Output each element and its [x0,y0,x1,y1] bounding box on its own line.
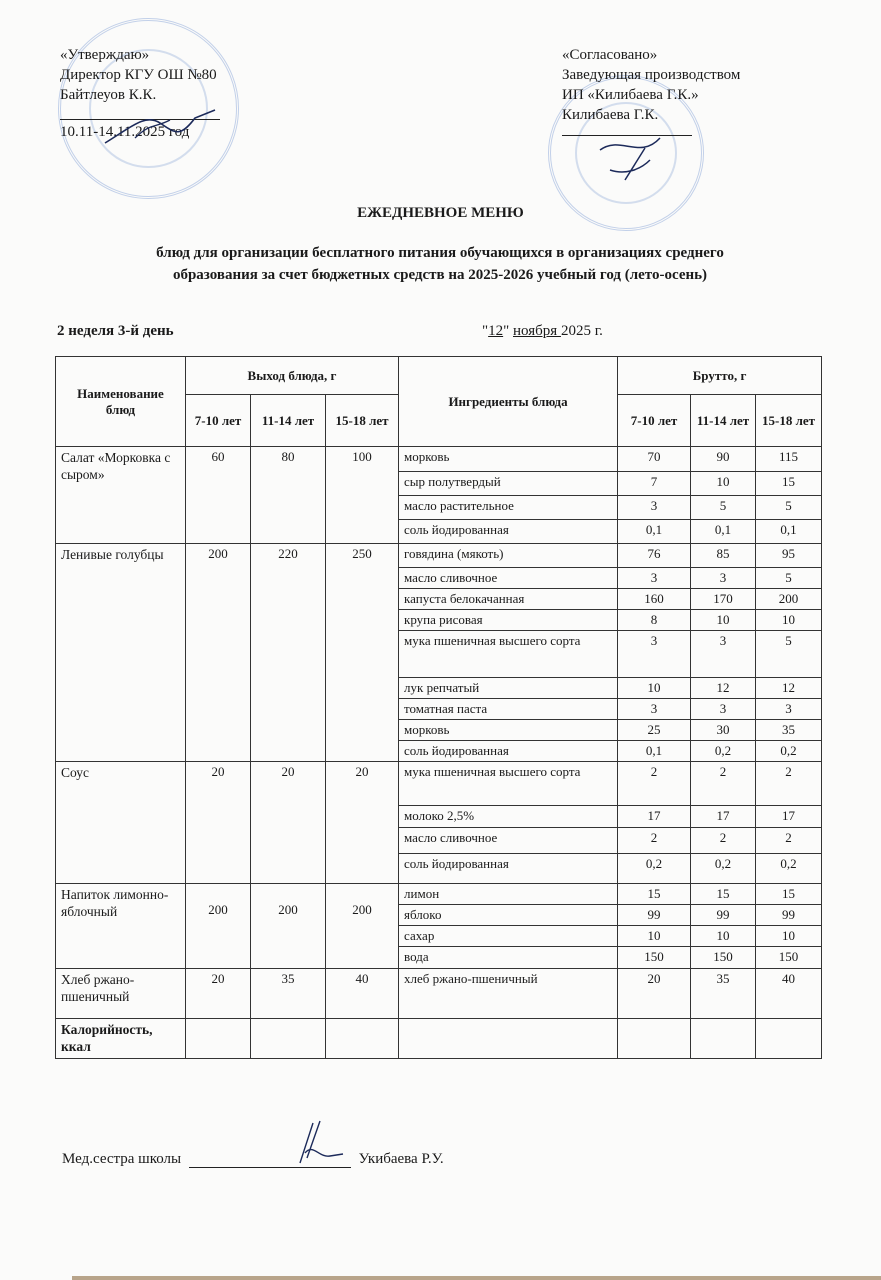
ingredient-name: хлеб ржано-пшеничный [399,969,618,1019]
ingredient-gross: 3 [691,699,756,720]
dish-yield: 200 [326,884,399,969]
dish-name: Соус [56,762,186,884]
ingredient-gross: 99 [618,905,691,926]
ingredient-gross: 160 [618,589,691,610]
ingredient-gross: 2 [691,828,756,854]
agreement-line: «Согласовано» [562,47,658,63]
ingredient-gross: 2 [756,762,822,806]
ingredient-gross: 2 [691,762,756,806]
ingredient-gross: 0,2 [691,741,756,762]
ingredient-name: сыр полутвердый [399,472,618,496]
nurse-label: Мед.сестра школы [62,1151,182,1167]
ingredient-name: вода [399,947,618,969]
calories-empty-cell [691,1019,756,1059]
ingredient-gross: 10 [691,610,756,631]
ingredient-gross: 15 [691,884,756,905]
producer-signature-icon [590,130,680,190]
page-edge [72,1276,881,1280]
ingredient-gross: 3 [618,568,691,589]
dish-yield: 80 [251,447,326,544]
ingredient-gross: 0,2 [691,854,756,884]
ingredient-gross: 2 [618,828,691,854]
dish-name: Напиток лимонно-яблочный [56,884,186,969]
calories-empty-cell [756,1019,822,1059]
ingredient-name: говядина (мякоть) [399,544,618,568]
ingredient-gross: 10 [618,926,691,947]
ingredient-gross: 15 [618,884,691,905]
table-row [56,969,822,1019]
ingredient-gross: 10 [691,926,756,947]
ingredient-gross: 115 [756,447,822,472]
agreement-line: Заведующая производством [562,67,741,83]
ingredient-name: мука пшеничная высшего сорта [399,631,618,678]
ingredient-gross: 2 [756,828,822,854]
ingredient-gross: 99 [691,905,756,926]
header-age-7-10: 7-10 лет [186,395,251,447]
ingredient-gross: 95 [756,544,822,568]
calories-label: Калорийность, ккал [56,1019,186,1059]
header-ingredients: Ингредиенты блюда [399,357,618,447]
menu-table-body [56,447,822,1059]
dish-yield: 200 [186,884,251,969]
header-yield: Выход блюда, г [186,357,399,395]
ingredient-gross: 3 [691,631,756,678]
page-title: ЕЖЕДНЕВНОЕ МЕНЮ [357,205,524,221]
nurse-signature-icon [285,1118,345,1173]
ingredient-gross: 10 [756,610,822,631]
ingredient-name: лимон [399,884,618,905]
dish-yield: 40 [326,969,399,1019]
ingredient-gross: 76 [618,544,691,568]
ingredient-name: яблоко [399,905,618,926]
ingredient-gross: 0,2 [756,741,822,762]
ingredient-name: лук репчатый [399,678,618,699]
dish-name: Хлеб ржано-пшеничный [56,969,186,1019]
calories-empty-cell [326,1019,399,1059]
ingredient-gross: 2 [618,762,691,806]
dish-yield: 220 [251,544,326,762]
header-age-11-14: 11-14 лет [691,395,756,447]
subtitle-line: образования за счет бюджетных средств на 2025-2026 учебный год (лето-осень) [172,267,708,283]
ingredient-name: молоко 2,5% [399,806,618,828]
ingredient-gross: 17 [618,806,691,828]
table-row [56,762,822,806]
date-day: 12 [488,323,504,339]
ingredient-name: масло сливочное [399,828,618,854]
header-dish-name: Наименование блюд [56,357,186,447]
ingredient-gross: 35 [756,720,822,741]
ingredient-gross: 10 [691,472,756,496]
ingredient-name: морковь [399,720,618,741]
date-month: ноября [513,323,561,339]
nurse-signature-block [62,1151,444,1168]
ingredient-gross: 10 [618,678,691,699]
calories-row [56,1019,822,1059]
ingredient-gross: 3 [618,699,691,720]
table-row [56,447,822,472]
ingredient-gross: 0,1 [618,520,691,544]
ingredient-gross: 3 [618,631,691,678]
ingredient-name: соль йодированная [399,854,618,884]
ingredient-gross: 5 [756,631,822,678]
ingredient-name: масло растительное [399,496,618,520]
date-quote: " [503,323,513,339]
ingredient-gross: 15 [756,472,822,496]
calories-empty-cell [186,1019,251,1059]
ingredient-name: капуста белокачанная [399,589,618,610]
ingredient-name: сахар [399,926,618,947]
ingredient-gross: 90 [691,447,756,472]
ingredient-name: соль йодированная [399,520,618,544]
ingredient-gross: 0,1 [691,520,756,544]
dish-yield: 35 [251,969,326,1019]
approval-line: «Утверждаю» [60,47,150,63]
dish-yield: 100 [326,447,399,544]
ingredient-gross: 25 [618,720,691,741]
ingredient-gross: 30 [691,720,756,741]
agreement-line: Килибаева Г.К. [562,107,659,123]
nurse-name: Укибаева Р.У. [358,1151,444,1167]
dish-yield: 200 [186,544,251,762]
ingredient-gross: 3 [756,699,822,720]
calories-empty-cell [399,1019,618,1059]
ingredient-gross: 5 [756,496,822,520]
ingredient-gross: 8 [618,610,691,631]
dish-name: Ленивые голубцы [56,544,186,762]
ingredient-gross: 3 [618,496,691,520]
agreement-line: ИП «Килибаева Г.К.» [562,87,699,103]
ingredient-gross: 150 [691,947,756,969]
ingredient-gross: 99 [756,905,822,926]
header-age-15-18: 15-18 лет [326,395,399,447]
ingredient-gross: 0,1 [756,520,822,544]
dish-yield: 20 [186,762,251,884]
header-age-15-18: 15-18 лет [756,395,822,447]
ingredient-gross: 0,1 [618,741,691,762]
ingredient-gross: 200 [756,589,822,610]
page-subtitle [60,242,820,286]
ingredient-gross: 5 [756,568,822,589]
ingredient-gross: 70 [618,447,691,472]
ingredient-gross: 17 [691,806,756,828]
ingredient-gross: 7 [618,472,691,496]
ingredient-gross: 3 [691,568,756,589]
ingredient-gross: 0,2 [618,854,691,884]
ingredient-gross: 12 [756,678,822,699]
director-signature-icon [100,108,220,148]
ingredient-name: мука пшеничная высшего сорта [399,762,618,806]
ingredient-gross: 35 [691,969,756,1019]
ingredient-gross: 40 [756,969,822,1019]
header-age-7-10: 7-10 лет [618,395,691,447]
date-quote: " [482,323,489,339]
dish-yield: 200 [251,884,326,969]
dish-yield: 20 [186,969,251,1019]
ingredient-gross: 15 [756,884,822,905]
dish-yield: 60 [186,447,251,544]
header-gross: Брутто, г [618,357,822,395]
agreement-block [562,45,740,136]
dish-yield: 250 [326,544,399,762]
ingredient-gross: 12 [691,678,756,699]
menu-table [55,356,822,1059]
ingredient-gross: 5 [691,496,756,520]
ingredient-name: морковь [399,447,618,472]
ingredient-gross: 0,2 [756,854,822,884]
header-age-11-14: 11-14 лет [251,395,326,447]
ingredient-gross: 150 [618,947,691,969]
approval-period: 10.11-14.11.2025 год [60,119,220,142]
ingredient-name: соль йодированная [399,741,618,762]
approval-line: Директор КГУ ОШ №80 [60,67,217,83]
week-day-label: 2 неделя 3-й день [57,323,174,339]
ingredient-gross: 10 [756,926,822,947]
ingredient-gross: 150 [756,947,822,969]
ingredient-name: масло сливочное [399,568,618,589]
dish-name: Салат «Морковка с сыром» [56,447,186,544]
ingredient-name: крупа рисовая [399,610,618,631]
date-year: 2025 г. [560,323,603,339]
ingredient-gross: 170 [691,589,756,610]
calories-empty-cell [618,1019,691,1059]
approval-line: Байтлеуов К.К. [60,87,157,103]
ingredient-gross: 85 [691,544,756,568]
ingredient-name: томатная паста [399,699,618,720]
table-row [56,884,822,905]
subtitle-line: блюд для организации бесплатного питания обучающихся в организациях среднего [156,245,724,261]
dish-yield: 20 [251,762,326,884]
menu-date [482,323,603,340]
ingredient-gross: 17 [756,806,822,828]
table-row [56,544,822,568]
ingredient-gross: 20 [618,969,691,1019]
dish-yield: 20 [326,762,399,884]
calories-empty-cell [251,1019,326,1059]
